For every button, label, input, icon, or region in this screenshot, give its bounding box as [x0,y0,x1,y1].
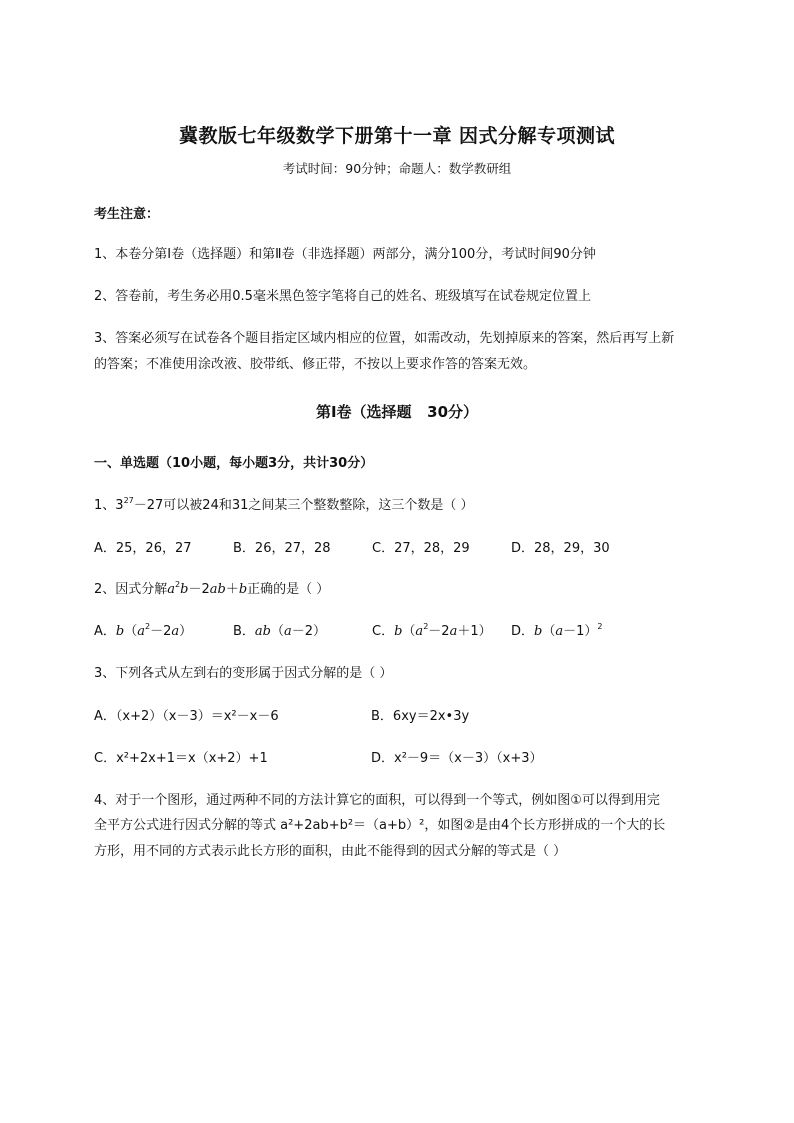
q1-option-c[interactable]: C．27，28，29 [372,541,470,556]
q3-option-a[interactable]: A．（x+2）（x－3）＝x²－x－6 [94,709,279,724]
question-2 [94,578,329,597]
notice-item-3: 3、答案必须写在试卷各个题目指定区域内相应的位置，如需改动，先划掉原来的答案，然后再写上新 [94,331,675,346]
q2-var-ab: ab [209,582,226,597]
q1-exp: 27 [123,496,134,505]
q2-a-close: ） [179,624,193,639]
q1-option-b[interactable]: B．26，27，28 [233,541,331,556]
q2-d-paren: （ [542,624,556,639]
q2-d-b: b [534,624,543,639]
q2-var-b2: b [238,582,248,597]
q2-d-exp: 2 [597,622,603,631]
section-title: 第I卷（选择题 30分） [315,403,479,421]
q2-a-a2: a [171,624,180,639]
q2-a-b: b [115,624,125,639]
q2-prefix: 2、因式分解 [94,582,168,597]
q2-b-label: B． [233,624,255,639]
q2-b-ab: ab [254,624,271,639]
q2-b-close: －2） [291,624,327,639]
q2-c-close: ＋1） [457,624,492,639]
page-title: 冀教版七年级数学下册第十一章 因式分解专项测试 [178,125,616,147]
q2-d-label: D． [511,624,535,639]
question-4-line-2: 全平方公式进行因式分解的等式 a²+2ab+b²＝（a+b）²，如图②是由4个长方形拼成的一个大的长 [94,818,666,833]
notice-item-2: 2、答卷前，考生务必用0.5毫米黑色签字笔将自己的姓名、班级填写在试卷规定位置上 [94,289,591,304]
q2-var-b: b [180,582,189,597]
question-1 [94,494,474,513]
q2-b-paren: （ [271,624,285,639]
q2-a-paren: （ [124,624,138,639]
q3-option-b[interactable]: B．6xy＝2x•3y [371,709,470,724]
q2-option-d[interactable] [511,620,603,639]
q3-option-d[interactable]: D．x²－9＝（x－3）（x+3） [371,751,543,766]
q1-base: 3 [115,498,124,513]
q3-option-c[interactable]: C．x²+2x+1＝x（x+2）+1 [94,751,268,766]
q2-a-exp: 2 [145,622,151,631]
q2-c-b: b [394,624,403,639]
q2-option-a[interactable] [94,620,192,639]
q2-var-a: a [167,582,176,597]
q2-c-minus: －2 [428,624,450,639]
question-4-line-3: 方形，用不同的方式表示此长方形的面积，由此不能得到的因式分解的等式是（ ） [94,844,567,859]
section-subtitle: 一、单选题（10小题，每小题3分，共计30分） [94,456,374,471]
q2-c-exp: 2 [423,622,429,631]
q2-minus: －2 [188,582,210,597]
exam-info: 考试时间：90分钟；命题人：数学教研组 [282,161,512,176]
notice-heading: 考生注意： [94,207,160,222]
q2-c-a: a [415,624,424,639]
q1-prefix: 1、 [94,498,116,513]
q2-a-minus: －2 [150,624,172,639]
q1-rest: －27可以被24和31之间某三个整数整除，这三个数是（ ） [133,498,474,513]
notice-item-1: 1、本卷分第I卷（选择题）和第Ⅱ卷（非选择题）两部分，满分100分，考试时间90分钟 [94,247,596,262]
q2-plus: ＋ [225,582,239,597]
q2-option-c[interactable] [372,620,492,639]
q1-option-a[interactable]: A．25，26，27 [94,541,192,556]
question-3: 3、下列各式从左到右的变形属于因式分解的是（ ） [94,666,393,681]
q2-a-label: A． [94,624,116,639]
q2-a-a: a [137,624,146,639]
q2-d-a: a [555,624,564,639]
q2-suffix: 正确的是（ ） [247,582,330,597]
q2-d-close: －1） [563,624,598,639]
q2-option-b[interactable] [233,620,326,639]
q2-b-a: a [284,624,292,639]
q1-option-d[interactable]: D．28，29，30 [511,541,610,556]
q2-exp: 2 [175,580,181,589]
q2-c-a2: a [449,624,458,639]
q2-c-paren: （ [402,624,416,639]
question-4-line-1: 4、对于一个图形，通过两种不同的方法计算它的面积，可以得到一个等式，例如图①可以得到用完 [94,793,660,808]
notice-item-3-cont: 的答案；不准使用涂改液、胶带纸、修正带，不按以上要求作答的答案无效。 [94,357,537,372]
q2-c-label: C． [372,624,395,639]
